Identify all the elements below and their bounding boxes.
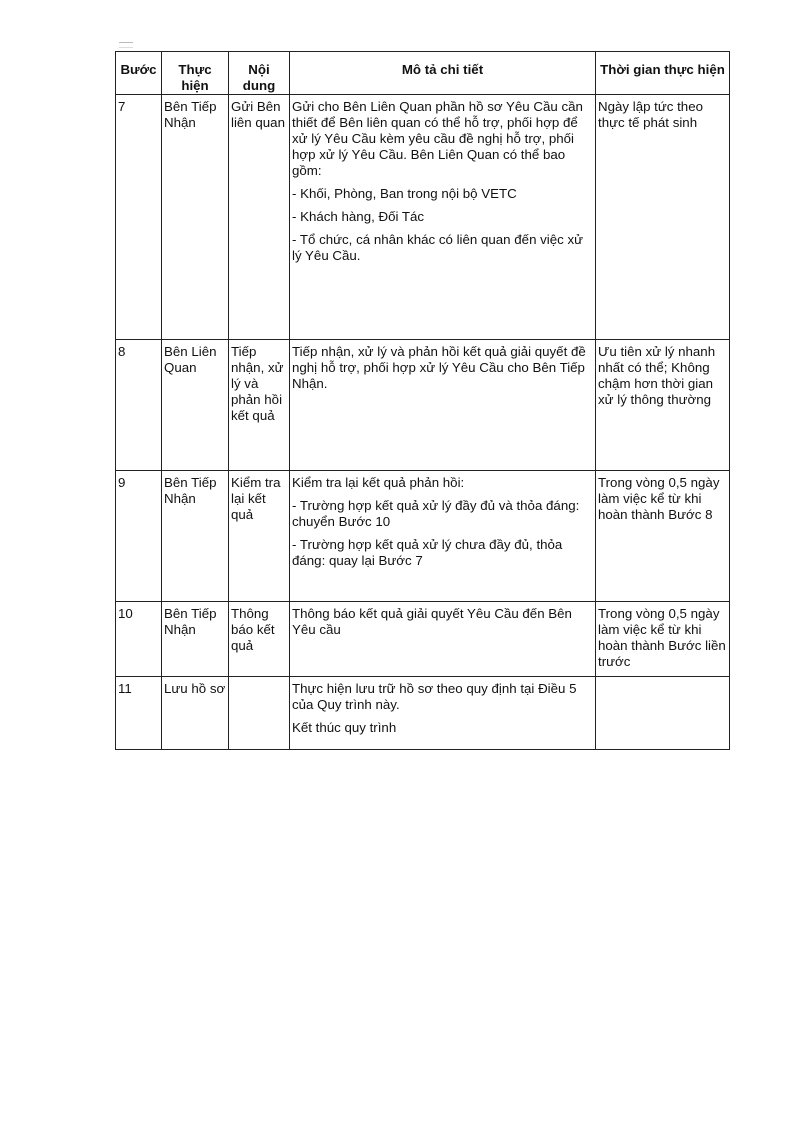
cell-step: 8 — [116, 340, 162, 471]
header-content: Nội dung — [229, 52, 290, 95]
table-row — [116, 677, 730, 750]
description-paragraph: - Tổ chức, cá nhân khác có liên quan đến việc xử lý Yêu Cầu. — [292, 232, 584, 263]
table-row — [116, 95, 730, 340]
header-actor: Thực hiện — [162, 52, 229, 95]
cell-step: 11 — [116, 677, 162, 750]
cell-actor: Bên Liên Quan — [162, 340, 229, 471]
description-paragraph: Thực hiện lưu trữ hồ sơ theo quy định tại Điều 5 của Quy trình này. — [292, 681, 577, 712]
description-paragraph: Gửi cho Bên Liên Quan phần hồ sơ Yêu Cầu cần thiết để Bên liên quan có thể hỗ trợ, phối hợp để xử lý Yêu Cầu kèm yêu cầu đề nghị hỗ trợ, phối hợp xử lý Yêu Cầu. Bên Liên Quan có thể bao gồm: — [292, 99, 583, 178]
description-paragraph: Kết thúc quy trình — [292, 720, 397, 735]
cell-description — [290, 677, 596, 750]
cell-time: Ưu tiên xử lý nhanh nhất có thể; Không chậm hơn thời gian xử lý thông thường — [596, 340, 730, 471]
cell-actor: Bên Tiếp Nhận — [162, 471, 229, 602]
header-time: Thời gian thực hiện — [596, 52, 730, 95]
procedure-table — [115, 51, 730, 750]
cell-content: Kiểm tra lại kết quả — [229, 471, 290, 602]
header-description: Mô tả chi tiết — [290, 52, 596, 95]
description-paragraph: - Khách hàng, Đối Tác — [292, 209, 425, 224]
cell-step: 10 — [116, 602, 162, 677]
description-paragraph: - Khối, Phòng, Ban trong nội bộ VETC — [292, 186, 517, 201]
cell-actor: Lưu hồ sơ — [162, 677, 229, 750]
table-row — [116, 471, 730, 602]
cell-description — [290, 471, 596, 602]
cell-content: Gửi Bên liên quan — [229, 95, 290, 340]
table-header-row — [116, 52, 730, 95]
description-paragraph: Thông báo kết quả giải quyết Yêu Cầu đến Bên Yêu cầu — [292, 606, 572, 637]
cell-actor: Bên Tiếp Nhận — [162, 602, 229, 677]
cell-content: Thông báo kết quả — [229, 602, 290, 677]
cell-description — [290, 340, 596, 471]
cell-time — [596, 677, 730, 750]
page-corner-mark — [119, 42, 133, 48]
cell-time: Trong vòng 0,5 ngày làm việc kể từ khi hoàn thành Bước 8 — [596, 471, 730, 602]
header-step: Bước — [116, 52, 162, 95]
cell-step: 7 — [116, 95, 162, 340]
cell-step: 9 — [116, 471, 162, 602]
cell-actor: Bên Tiếp Nhận — [162, 95, 229, 340]
cell-time: Trong vòng 0,5 ngày làm việc kể từ khi hoàn thành Bước liền trước — [596, 602, 730, 677]
description-paragraph: - Trường hợp kết quả xử lý đầy đủ và thỏa đáng: chuyển Bước 10 — [292, 498, 580, 529]
table-row — [116, 602, 730, 677]
cell-content — [229, 677, 290, 750]
description-paragraph: Tiếp nhận, xử lý và phản hồi kết quả giải quyết đề nghị hỗ trợ, phối hợp xử lý Yêu Cầu cho Bên Tiếp Nhận. — [292, 344, 586, 391]
cell-description — [290, 95, 596, 340]
description-paragraph: Kiểm tra lại kết quả phản hồi: — [292, 475, 465, 490]
description-paragraph: - Trường hợp kết quả xử lý chưa đầy đủ, thỏa đáng: quay lại Bước 7 — [292, 537, 563, 568]
cell-description — [290, 602, 596, 677]
cell-time: Ngày lập tức theo thực tế phát sinh — [596, 95, 730, 340]
cell-content: Tiếp nhận, xử lý và phản hồi kết quả — [229, 340, 290, 471]
table-row — [116, 340, 730, 471]
